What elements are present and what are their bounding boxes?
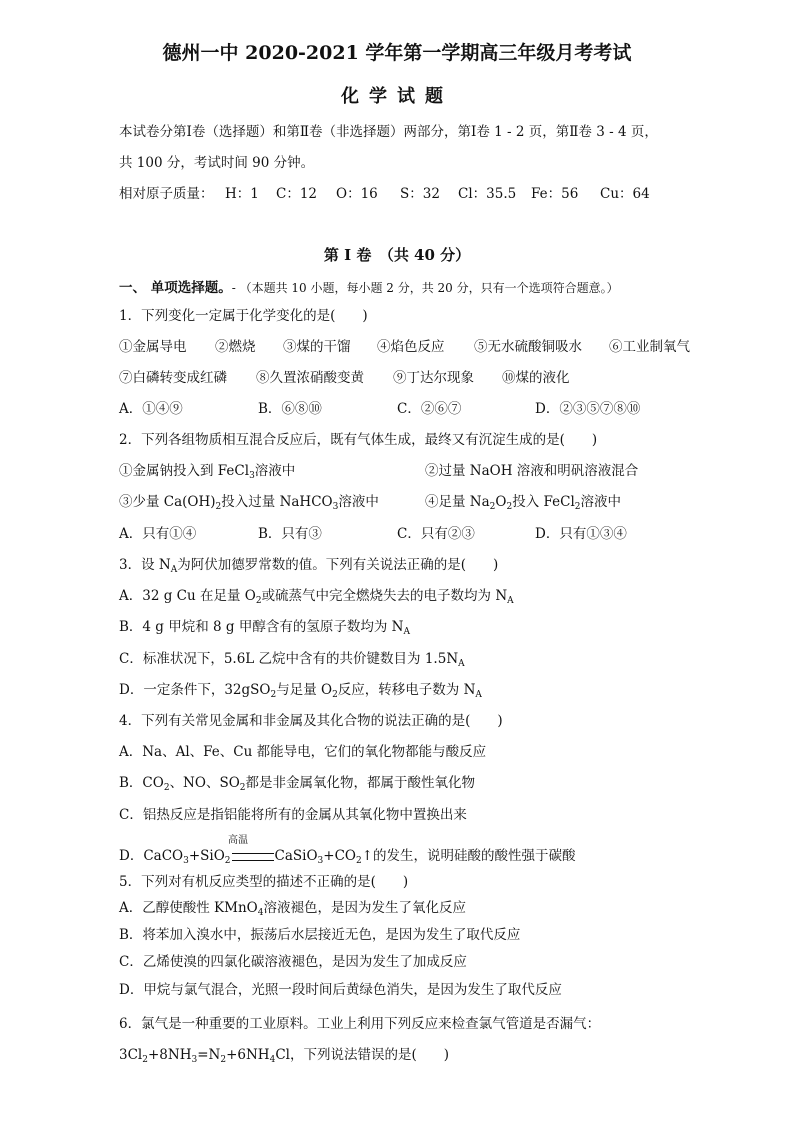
q4-option-d: D．CaCO$_3$+SiO$_2$ $CaSiO_3+CO_2↑$的发生，说明硅酸的酸性强于碳酸 xyxy=(119,848,576,866)
part-note: - （本题共 10 小题，每小题 2 分，共 20 分，只有一个选项符合题意。） xyxy=(231,281,619,295)
mass-cl: Cl：35.5 xyxy=(458,186,517,202)
q6-stem: 6．氯气是一种重要的工业原料。工业上利用下列反应来检查氯气管道是否漏气： xyxy=(119,1016,601,1032)
q1-option-b: B．⑥⑧⑩ xyxy=(258,401,322,417)
q2-option-b: B．只有③ xyxy=(258,526,322,542)
q2-option-d: D．只有①③④ xyxy=(535,526,627,542)
q1-item: ⑧久置浓硝酸变黄 xyxy=(256,370,364,386)
mass-fe: Fe：56 xyxy=(531,186,579,202)
part-label: 一、 单项选择题。 xyxy=(119,280,232,296)
masses-label: 相对原子质量： xyxy=(119,186,214,202)
q4-option-a: A．Na、Al、Fe、Cu 都能导电，它们的氧化物都能与酸反应 xyxy=(119,744,487,760)
q1-item: ③煤的干馏 xyxy=(283,339,351,355)
q4-option-c: C．铝热反应是指铝能将所有的金属从其氧化物中置换出来 xyxy=(119,807,467,823)
q2-item-1: ①金属钠投入到 FeCl$_3$溶液中 xyxy=(119,463,296,481)
exam-subtitle: 化学试题 xyxy=(341,86,453,107)
q2-item-3: ③少量 $Ca(OH)_2$投入过量 NaHCO$_3$溶液中 xyxy=(119,494,379,512)
intro-line-2: 共 100 分，考试时间 90 分钟。 xyxy=(119,155,315,171)
q1-item: ⑨丁达尔现象 xyxy=(393,370,474,386)
q2-item-2: ②过量 NaOH 溶液和明矾溶液混合 xyxy=(425,463,639,479)
q1-item: ⑦白磷转变成红磷 xyxy=(119,370,227,386)
q5-option-b: B．将苯加入溴水中，振荡后水层接近无色，是因为发生了取代反应 xyxy=(119,927,521,943)
q3-stem: 3．设 $N_A$为阿伏加德罗常数的值。下列有关说法正确的是( ) xyxy=(119,557,499,575)
equals-arrow xyxy=(232,853,274,861)
q2-stem: 2．下列各组物质相互混合反应后，既有气体生成，最终又有沉淀生成的是( ) xyxy=(119,432,598,448)
q3-option-d: D．一定条件下，32gSO$_2$与足量 $O_2$反应，转移电子数为 $N_A$ xyxy=(119,682,482,700)
mass-s: S：32 xyxy=(400,186,440,202)
q1-item: ⑩煤的液化 xyxy=(502,370,570,386)
q1-item: ④焰色反应 xyxy=(377,339,445,355)
mass-cu: Cu：64 xyxy=(600,186,650,202)
q3-option-b: B．4 g 甲烷和 8 g 甲醇含有的氢原子数均为 $N_A$ xyxy=(119,619,410,637)
q3-option-c: C．标准状况下，5.6L 乙烷中含有的共价键数目为 $1.5N_A$ xyxy=(119,651,465,669)
q2-item-4: ④足量 $Na_2O_2$投入 FeCl$_2$溶液中 xyxy=(425,494,621,512)
q2-option-c: C．只有②③ xyxy=(397,526,475,542)
q5-option-d: D．甲烷与氯气混合，光照一段时间后黄绿色消失，是因为发生了取代反应 xyxy=(119,982,562,998)
reaction-condition: 高温 xyxy=(228,835,248,846)
q1-item: ⑤无水硫酸铜吸水 xyxy=(474,339,582,355)
q4-stem: 4．下列有关常见金属和非金属及其化合物的说法正确的是( ) xyxy=(119,713,503,729)
q1-option-a: A．①④⑨ xyxy=(119,401,183,417)
q5-stem: 5．下列对有机反应类型的描述不正确的是( ) xyxy=(119,874,409,890)
q1-option-d: D．②③⑤⑦⑧⑩ xyxy=(535,401,641,417)
q1-item: ①金属导电 xyxy=(119,339,187,355)
part-heading xyxy=(119,279,619,297)
q5-option-a: A．乙醇使酸性 KMnO$_4$溶液褪色，是因为发生了氧化反应 xyxy=(119,900,466,918)
q4-option-b: B．$CO_2$、NO、$SO_2$都是非金属氧化物，都属于酸性氧化物 xyxy=(119,775,475,793)
q1-option-c: C．②⑥⑦ xyxy=(397,401,462,417)
exam-title: 德州一中 2020-2021 学年第一学期高三年级月考考试 xyxy=(162,42,632,64)
q6-equation: $3Cl_2+8NH_3=N_2+6NH_4Cl$，下列说法错误的是( ) xyxy=(119,1047,449,1065)
q1-stem: 1．下列变化一定属于化学变化的是( ) xyxy=(119,308,368,324)
mass-c: C：12 xyxy=(276,186,318,202)
q5-option-c: C．乙烯使溴的四氯化碳溶液褪色，是因为发生了加成反应 xyxy=(119,954,467,970)
section-title: 第 I 卷 （共 40 分） xyxy=(323,246,471,264)
q1-item: ②燃烧 xyxy=(215,339,256,355)
mass-h: H：1 xyxy=(225,186,259,202)
mass-o: O：16 xyxy=(336,186,378,202)
q1-item: ⑥工业制氧气 xyxy=(609,339,690,355)
q3-option-a: A．32 g Cu 在足量 $O_2$或硫蒸气中完全燃烧失去的电子数均为 $N_A$ xyxy=(119,588,514,606)
intro-line-1: 本试卷分第Ⅰ卷（选择题）和第Ⅱ卷（非选择题）两部分，第Ⅰ卷 1 - 2 页，第Ⅱ卷 3 - 4 页， xyxy=(119,124,658,140)
q2-option-a: A．只有①④ xyxy=(119,526,197,542)
